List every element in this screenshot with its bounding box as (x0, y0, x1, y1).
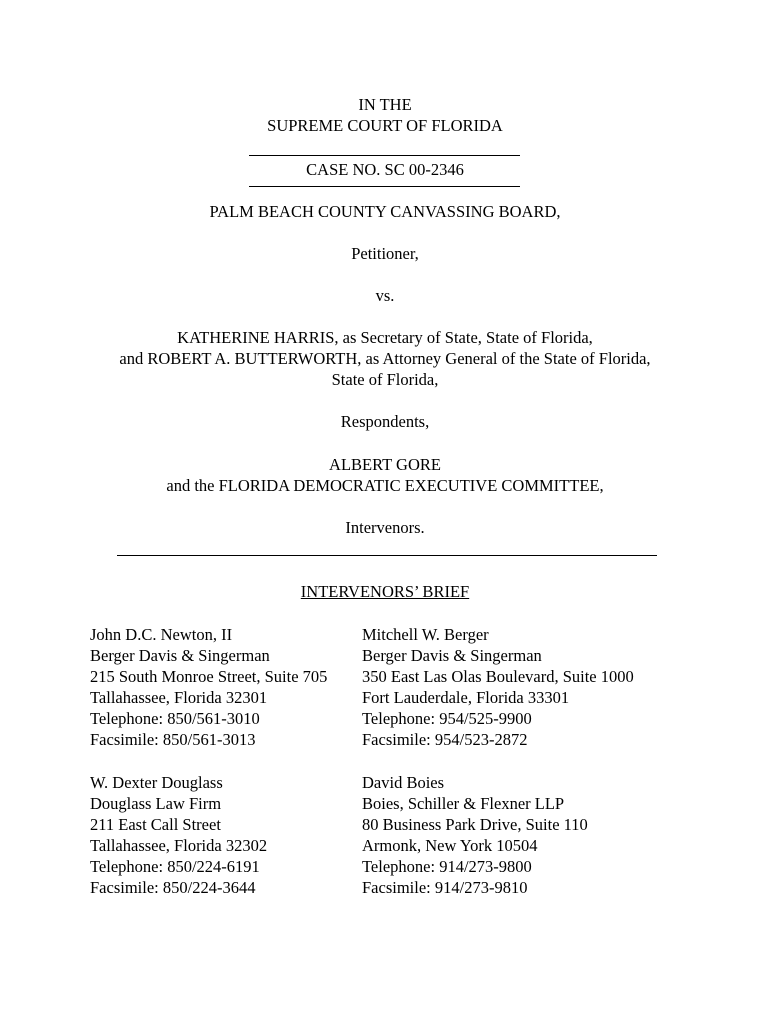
counsel-facsimile: Facsimile: 850/561-3013 (90, 730, 256, 749)
counsel-city: Tallahassee, Florida 32301 (90, 688, 268, 707)
counsel-firm: Douglass Law Firm (90, 794, 222, 813)
respondents-line-2: and ROBERT A. BUTTERWORTH, as Attorney General of the State of Florida, (119, 349, 651, 368)
petitioner-name-text: PALM BEACH COUNTY CANVASSING BOARD, (209, 202, 561, 221)
brief-title-text: INTERVENORS’ BRIEF (300, 582, 470, 601)
counsel-facsimile: Facsimile: 954/523-2872 (362, 730, 528, 749)
court-line-1: IN THE (358, 95, 412, 114)
counsel-firm: Berger Davis & Singerman (90, 646, 270, 665)
counsel-block-1 (90, 624, 327, 750)
counsel-telephone: Telephone: 954/525-9900 (362, 709, 532, 728)
counsel-name: John D.C. Newton, II (90, 625, 233, 644)
counsel-city: Fort Lauderdale, Florida 33301 (362, 688, 570, 707)
counsel-city: Tallahassee, Florida 32302 (90, 836, 268, 855)
intervenors-line-2: and the FLORIDA DEMOCRATIC EXECUTIVE COMMITTEE, (166, 476, 604, 495)
petitioner-name (0, 201, 770, 222)
intervenors-block (0, 454, 770, 496)
court-line-2: SUPREME COURT OF FLORIDA (267, 116, 503, 135)
respondents-block (0, 327, 770, 390)
versus (0, 285, 770, 306)
intervenors-role-text: Intervenors. (345, 518, 425, 537)
counsel-firm: Berger Davis & Singerman (362, 646, 542, 665)
petitioner-role (0, 243, 770, 264)
court-heading (0, 94, 770, 136)
counsel-block-3 (90, 772, 267, 898)
case-number-text: CASE NO. SC 00-2346 (306, 160, 464, 179)
respondents-line-1: KATHERINE HARRIS, as Secretary of State, State of Florida, (177, 328, 593, 347)
counsel-address: 350 East Las Olas Boulevard, Suite 1000 (362, 667, 634, 686)
counsel-telephone: Telephone: 850/561-3010 (90, 709, 260, 728)
petitioner-role-text: Petitioner, (351, 244, 419, 263)
respondents-line-3: State of Florida, (331, 370, 439, 389)
counsel-telephone: Telephone: 914/273-9800 (362, 857, 532, 876)
case-number (0, 159, 770, 180)
brief-title (0, 581, 770, 602)
intervenors-role (0, 517, 770, 538)
counsel-block-4 (362, 772, 588, 898)
counsel-address: 215 South Monroe Street, Suite 705 (90, 667, 328, 686)
counsel-name: Mitchell W. Berger (362, 625, 489, 644)
counsel-facsimile: Facsimile: 850/224-3644 (90, 878, 256, 897)
case-number-rule-top (249, 155, 520, 156)
counsel-address: 80 Business Park Drive, Suite 110 (362, 815, 588, 834)
caption-divider-rule (117, 555, 657, 556)
counsel-name: David Boies (362, 773, 445, 792)
respondents-role-text: Respondents, (340, 412, 430, 431)
case-number-rule-bottom (249, 186, 520, 187)
counsel-telephone: Telephone: 850/224-6191 (90, 857, 260, 876)
counsel-facsimile: Facsimile: 914/273-9810 (362, 878, 528, 897)
counsel-address: 211 East Call Street (90, 815, 221, 834)
counsel-name: W. Dexter Douglass (90, 773, 223, 792)
counsel-block-2 (362, 624, 634, 750)
intervenors-line-1: ALBERT GORE (329, 455, 441, 474)
respondents-role (0, 411, 770, 432)
counsel-firm: Boies, Schiller & Flexner LLP (362, 794, 565, 813)
versus-text: vs. (375, 286, 395, 305)
counsel-city: Armonk, New York 10504 (362, 836, 538, 855)
